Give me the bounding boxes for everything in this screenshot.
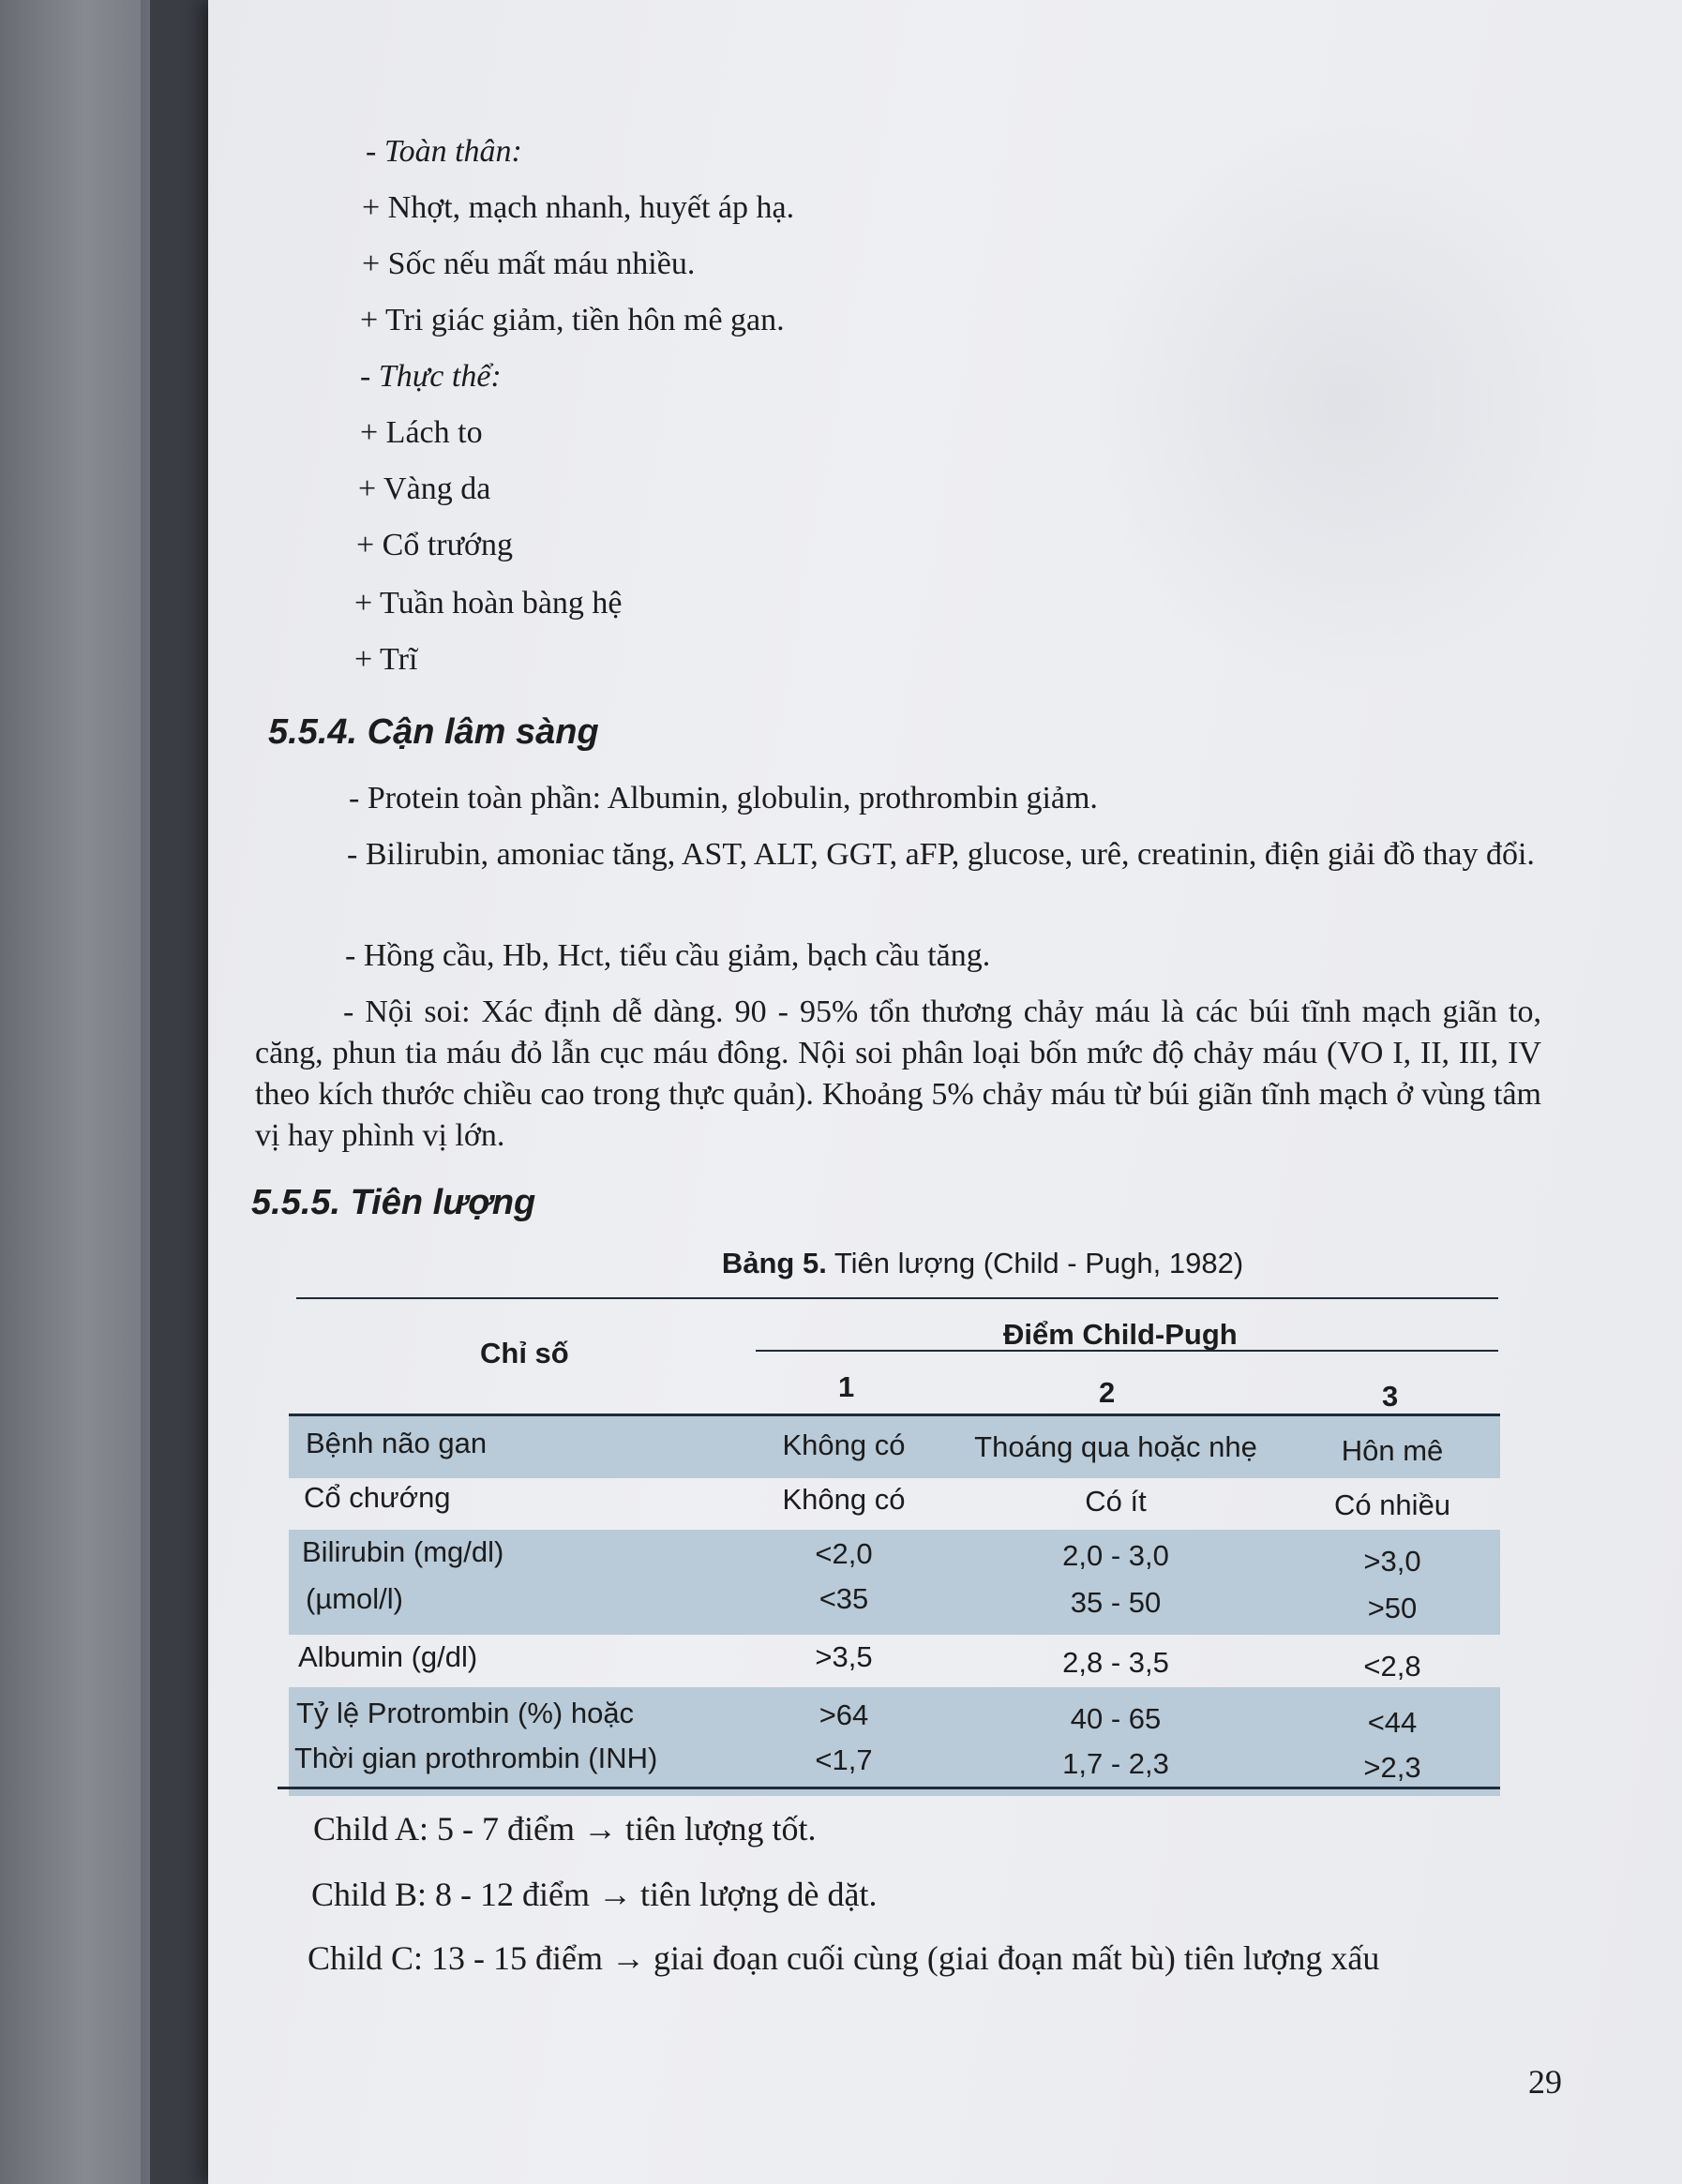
- table-cell: 40 - 65: [1070, 1702, 1162, 1735]
- bleed-through-illustration: [1082, 112, 1607, 694]
- paragraph: - Bilirubin, amoniac tăng, AST, ALT, GGT, aFP, glucose, urê, creatinin, điện giải đồ thay đổi.: [347, 837, 1535, 872]
- score-column-1: 1: [838, 1370, 855, 1403]
- child-c-text: Child C: 13 - 15 điểm → giai đoạn cuối cùng (giai đoạn mất bù) tiên lượng xấu: [308, 1939, 1380, 1977]
- physical-item: + Vàng da: [358, 471, 491, 506]
- table-caption: [608, 1247, 1358, 1280]
- table-cell: >3,0: [1363, 1545, 1421, 1578]
- table-cell: Thoáng qua hoặc nhẹ: [974, 1430, 1257, 1463]
- table-cell: Có nhiều: [1333, 1488, 1451, 1521]
- table-row-label: Bilirubin (mg/dl): [302, 1535, 504, 1568]
- table-bottom-rule: [278, 1787, 1500, 1789]
- child-b-text: Child B: 8 - 12 điểm → tiên lượng dè dặt.: [311, 1876, 878, 1913]
- table-cell: 2,0 - 3,0: [1062, 1539, 1169, 1572]
- general-item: + Sốc nếu mất máu nhiều.: [362, 247, 696, 281]
- table-row-label: Bệnh não gan: [306, 1427, 488, 1459]
- table-cell: >2,3: [1363, 1751, 1421, 1784]
- physical-item: + Tuần hoàn bàng hệ: [354, 586, 623, 621]
- table-cell: <1,7: [815, 1743, 873, 1776]
- table-cell: Không có: [782, 1483, 906, 1516]
- physical-title: - Thực thể:: [360, 359, 502, 394]
- general-item: + Nhợt, mạch nhanh, huyết áp hạ.: [362, 190, 795, 225]
- page-number: 29: [1528, 2063, 1562, 2101]
- table-cell: Hôn mê: [1341, 1434, 1444, 1467]
- table-cell: Không có: [782, 1429, 906, 1461]
- table-top-rule: [296, 1297, 1498, 1299]
- score-header: Điểm Child-Pugh: [1003, 1318, 1238, 1351]
- section-heading-554: 5.5.4. Cận lâm sàng: [268, 712, 599, 752]
- table-row-label: Cổ chướng: [304, 1481, 451, 1514]
- table-row-label: Tỷ lệ Protrombin (%) hoặc: [296, 1697, 635, 1729]
- table-caption-text: Tiên lượng (Child - Pugh, 1982): [826, 1247, 1244, 1279]
- index-column-header: Chỉ số: [480, 1337, 569, 1369]
- physical-item: + Cổ trướng: [356, 528, 514, 562]
- table-row-label: (µmol/l): [306, 1582, 403, 1615]
- paragraph: - Protein toàn phần: Albumin, globulin, prothrombin giảm.: [349, 781, 1098, 815]
- table-cell: <2,8: [1363, 1650, 1421, 1683]
- table-cell: <35: [818, 1582, 869, 1615]
- table-cell: >64: [818, 1698, 869, 1731]
- table-caption-number: Bảng 5.: [721, 1247, 827, 1279]
- table-cell: 35 - 50: [1070, 1586, 1162, 1619]
- score-column-2: 2: [1099, 1376, 1116, 1409]
- physical-item: + Lách to: [360, 415, 483, 450]
- general-title: - Toàn thân:: [366, 134, 522, 169]
- table-row-label: Thời gian prothrombin (INH): [294, 1742, 658, 1774]
- table-cell: >50: [1367, 1592, 1418, 1624]
- general-item: + Tri giác giảm, tiền hôn mê gan.: [360, 303, 785, 337]
- section-heading-555: 5.5.5. Tiên lượng: [251, 1183, 536, 1222]
- table-row-label: Albumin (g/dl): [298, 1640, 478, 1673]
- score-column-3: 3: [1382, 1380, 1399, 1413]
- paragraph: - Nội soi: Xác định dễ dàng. 90 - 95% tổn thương chảy máu là các búi tĩnh mạch giãn to, căng, phun tia máu đỏ lẫn cục máu đông. Nội soi phân loại bốn mức độ chảy máu (VO I, II, III, IV theo kích thước chiều cao trong thực quản). Khoảng 5% chảy máu từ búi giãn tĩnh mạch ở vùng tâm vị hay phình vị lớn.: [255, 995, 1541, 1153]
- table-cell: <44: [1367, 1706, 1418, 1739]
- child-a-text: Child A: 5 - 7 điểm → tiên lượng tốt.: [313, 1810, 817, 1847]
- table-cell: <2,0: [815, 1537, 873, 1570]
- paragraph: - Hồng cầu, Hb, Hct, tiểu cầu giảm, bạch cầu tăng.: [345, 938, 991, 973]
- table-cell: Có ít: [1085, 1485, 1147, 1518]
- table-cell: 1,7 - 2,3: [1062, 1747, 1169, 1780]
- table-cell: 2,8 - 3,5: [1062, 1646, 1169, 1679]
- table-cell: >3,5: [815, 1640, 873, 1673]
- physical-item: + Trĩ: [354, 642, 418, 677]
- previous-page-edge: [0, 0, 141, 2184]
